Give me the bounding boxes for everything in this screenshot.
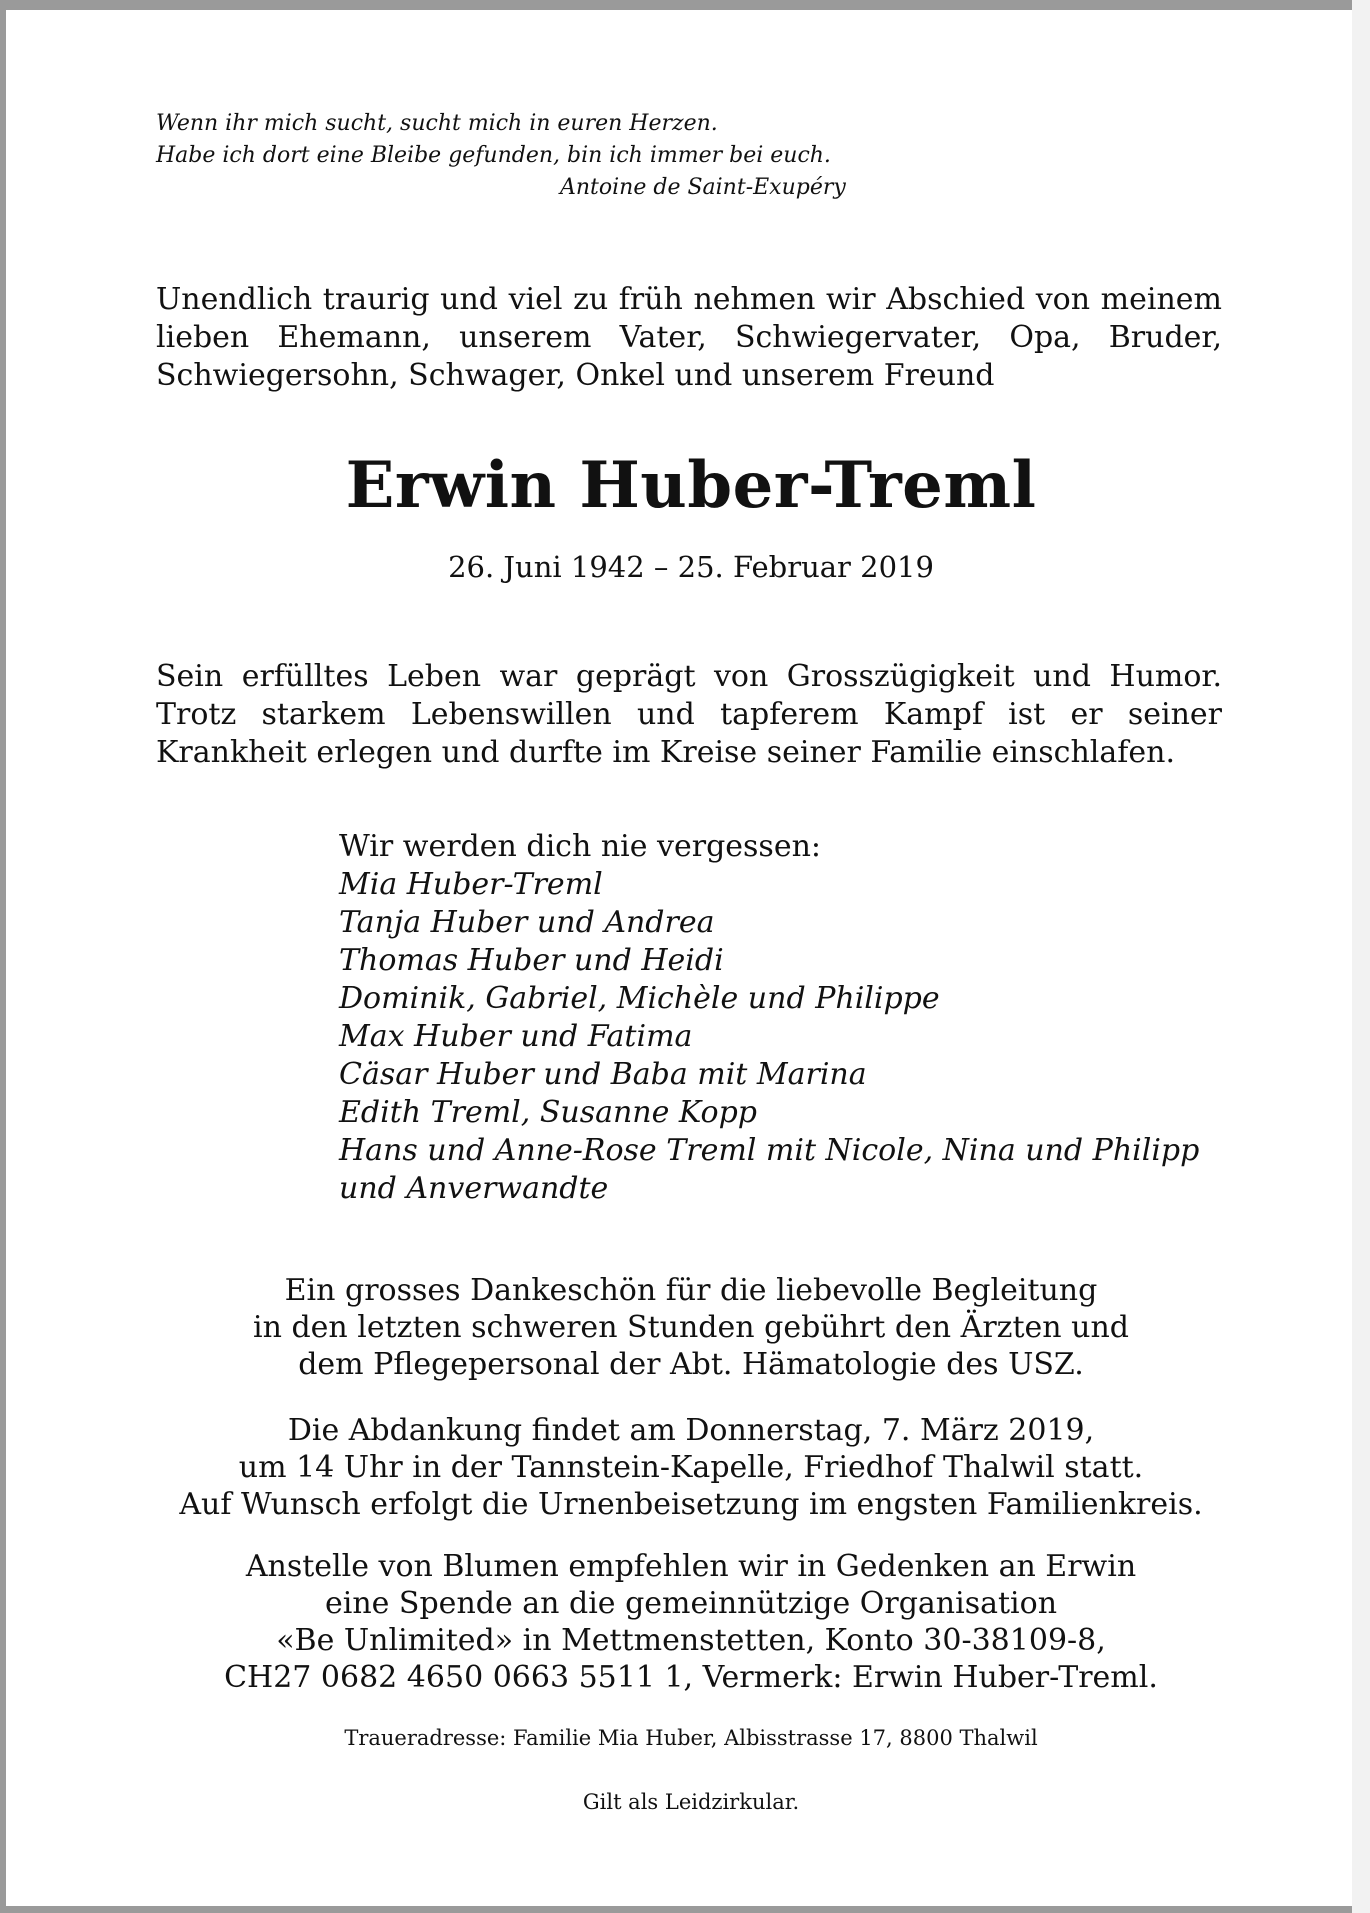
donation-line: CH27 0682 4650 0663 5511 1, Vermerk: Erwin Huber-Treml. <box>224 1660 1158 1695</box>
thanks-line: in den letzten schweren Stunden gebührt den Ärzten und <box>253 1310 1129 1345</box>
mourner-name: Dominik, Gabriel, Michèle und Philippe <box>339 981 940 1016</box>
mourner-name: Cäsar Huber und Baba mit Marina <box>339 1057 867 1092</box>
deceased-name: Erwin Huber-Treml <box>345 448 1037 523</box>
intro-paragraph: Unendlich traurig und viel zu früh nehmen wir Abschied von meinem lieben Ehemann, unserem Vater, Schwiegervater, Opa, Bruder, Schwiegersohn, Schwager, Onkel und unserem Freund <box>156 282 1222 393</box>
mourners-list <box>339 866 1239 1208</box>
life-paragraph: Sein erfülltes Leben war geprägt von Grosszügigkeit und Humor. Trotz starkem Lebenswillen und tapferem Kampf ist er seiner Krankheit erlegen und durfte im Kreise seiner Familie einschlafen. <box>156 659 1222 770</box>
obituary-page <box>6 10 1370 1906</box>
epigraph-quote <box>156 108 896 204</box>
thanks-line: Ein grosses Dankeschön für die liebevolle Begleitung <box>284 1273 1098 1308</box>
epigraph-line-2: Habe ich dort eine Bleibe gefunden, bin ich immer bei euch. <box>156 143 831 168</box>
thanks-line: dem Pflegepersonal der Abt. Hämatologie des USZ. <box>298 1347 1084 1382</box>
mourner-name: Hans und Anne-Rose Treml mit Nicole, Nina und Philipp <box>339 1133 1200 1168</box>
donation-line: «Be Unlimited» in Mettmenstetten, Konto 30-38109-8, <box>276 1623 1106 1658</box>
mourner-name: Mia Huber-Treml <box>339 867 603 902</box>
viewer-scrollbar[interactable] <box>1352 0 1370 1913</box>
mourner-name: Edith Treml, Susanne Kopp <box>339 1095 757 1130</box>
mourner-name: und Anverwandte <box>339 1171 609 1206</box>
circular-note: Gilt als Leidzirkular. <box>582 1790 800 1814</box>
ceremony-line: Auf Wunsch erfolgt die Urnenbeisetzung im engsten Familienkreis. <box>179 1487 1203 1522</box>
mourners-heading: Wir werden dich nie vergessen: <box>339 829 822 864</box>
mourner-name: Max Huber und Fatima <box>339 1019 693 1054</box>
donation-paragraph <box>6 1548 1370 1696</box>
mourners-section <box>339 828 1239 1208</box>
thanks-paragraph <box>6 1272 1370 1383</box>
donation-line: eine Spende an die gemeinnützige Organisation <box>324 1586 1058 1621</box>
mourner-name: Tanja Huber und Andrea <box>339 905 715 940</box>
ceremony-line: um 14 Uhr in der Tannstein-Kapelle, Friedhof Thalwil statt. <box>238 1450 1144 1485</box>
mourning-address: Traueradresse: Familie Mia Huber, Albisstrasse 17, 8800 Thalwil <box>344 1726 1038 1750</box>
ceremony-line: Die Abdankung findet am Donnerstag, 7. März 2019, <box>287 1413 1095 1448</box>
epigraph-author: Antoine de Saint-Exupéry <box>560 175 846 200</box>
donation-line: Anstelle von Blumen empfehlen wir in Gedenken an Erwin <box>245 1549 1137 1584</box>
epigraph-line-1: Wenn ihr mich sucht, sucht mich in euren Herzen. <box>156 111 718 136</box>
mourner-name: Thomas Huber und Heidi <box>339 943 724 978</box>
ceremony-paragraph <box>6 1412 1370 1523</box>
life-dates: 26. Juni 1942 – 25. Februar 2019 <box>448 550 934 584</box>
